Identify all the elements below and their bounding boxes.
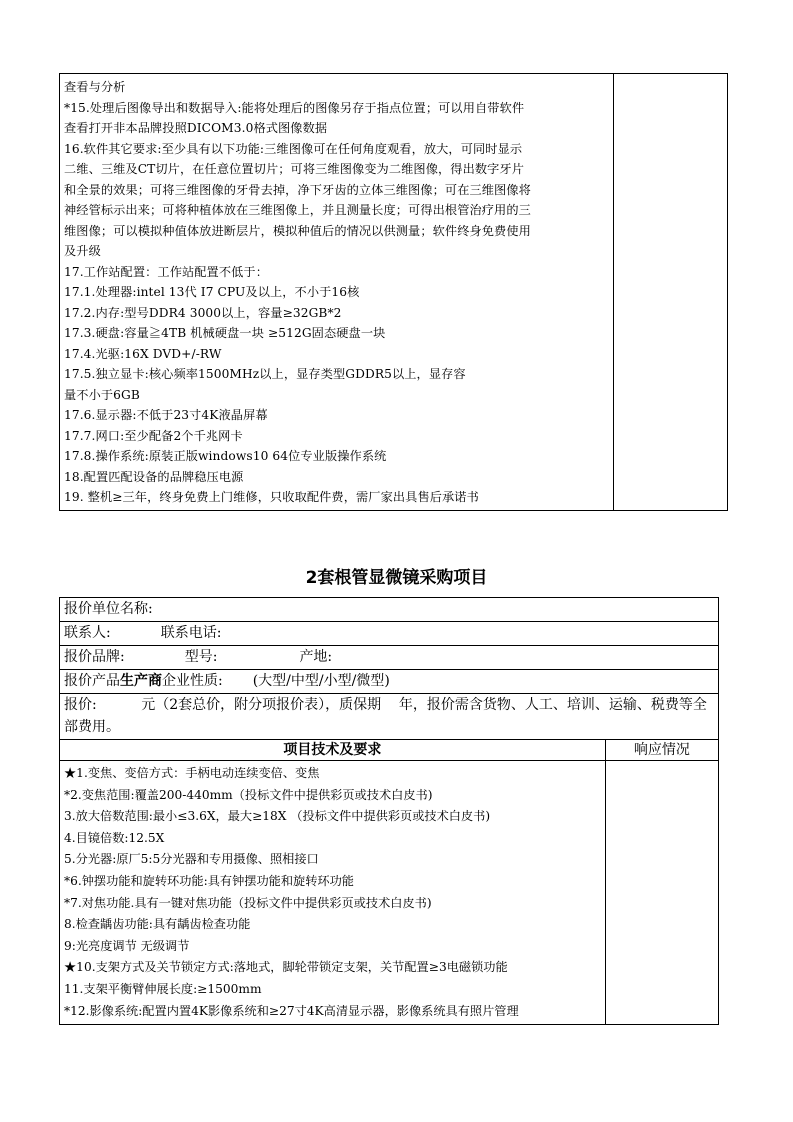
brand-label: 报价品牌:: [64, 649, 125, 665]
model-label: 型号:: [184, 649, 218, 665]
section-title: 2套根管显微镜采购项目: [305, 568, 488, 588]
spec-line: 二维、三维及CT切片，在任意位置切片；可将三维图像变为二维图像，得出数字牙片: [64, 162, 525, 176]
requirements-header: 项目技术及要求: [60, 740, 606, 761]
producer-suffix: 企业性质:: [162, 673, 223, 689]
spec-line: 17.3.硬盘:容量≧4TB 机械硬盘一块 ≥512G固态硬盘一块: [64, 326, 386, 340]
spec-line: 18.配置匹配设备的品牌稳压电源: [64, 469, 244, 484]
spec-line: 查看与分析: [64, 80, 126, 94]
spec-line: 17.6.显示器:不低于23寸4K液晶屏幕: [64, 408, 268, 422]
contact-row[interactable]: [60, 622, 719, 646]
response-cell[interactable]: [614, 74, 728, 511]
requirement-item: *6.钟摆功能和旋转环功能:具有钟摆功能和旋转环功能: [64, 873, 354, 888]
response-cell[interactable]: [605, 761, 718, 1025]
requirement-item: 3.放大倍数范围:最小≤3.6X，最大≥18X （投标文件中提供彩页或技术白皮书): [64, 809, 491, 824]
spec-line: 维图像；可以模拟种值体放进断层片，模拟种值后的情况以供测量；软件终身免费使用: [64, 223, 531, 238]
spec-line: 19. 整机≥三年，终身免费上门维修，只收取配件费，需厂家出具售后承诺书: [64, 490, 479, 504]
producer-prefix: 报价产品: [64, 673, 120, 689]
quote-row[interactable]: [60, 694, 719, 740]
requirement-item: 8.检查龋齿功能:具有龋齿检查功能: [64, 917, 251, 932]
procurement-form-table: [59, 597, 719, 1025]
requirements-cell: [60, 74, 614, 511]
spec-line: 17.4.光驱:16X DVD+/-RW: [64, 346, 222, 361]
quote-text: 报价: 元（2套总价，附分项报价表），质保期 年，报价需含货物、人工、培训、运输、税费等全部费用。: [64, 697, 707, 735]
requirement-item: 11.支架平衡臂伸展长度:≥1500mm: [64, 981, 262, 996]
requirement-item: 5.分光器:原厂5:5分光器和专用摄像、照相接口: [64, 852, 319, 867]
quote-unit-label: 报价单位名称:: [64, 601, 153, 617]
spec-line: 17.7.网口:至少配备2个千兆网卡: [64, 428, 243, 443]
phone-label: 联系电话:: [160, 625, 222, 641]
requirement-item: *2.变焦范围:覆盖200-440mm（投标文件中提供彩页或技术白皮书): [64, 787, 433, 802]
spec-line: 17.2.内存:型号DDR4 3000以上，容量≥32GB*2: [64, 305, 342, 320]
requirement-item: *12.影像系统:配置内置4K影像系统和≥27寸4K高清显示器，影像系统具有照片管理: [64, 1003, 519, 1018]
spec-table-continuation: [59, 73, 728, 511]
requirement-item: *7.对焦功能.具有一键对焦功能（投标文件中提供彩页或技术白皮书): [64, 895, 432, 910]
requirements-list: [60, 761, 606, 1025]
producer-options: (大型/中型/小型/微型): [252, 673, 390, 689]
response-header: 响应情况: [605, 740, 718, 761]
spec-line: 17.工作站配置：工作站配置不低于：: [64, 264, 268, 279]
requirement-item: ★10.支架方式及关节锁定方式:落地式，脚轮带锁定支架，关节配置≥3电磁锁功能: [64, 960, 508, 975]
spec-line: *15.处理后图像导出和数据导入:能将处理后的图像另存于指点位置；可以用自带软件: [64, 100, 525, 115]
requirement-item: ★1.变焦、变倍方式：手柄电动连续变倍、变焦: [64, 766, 320, 780]
producer-row[interactable]: [60, 670, 719, 694]
spec-line: 和全景的效果；可将三维图像的牙骨去掉，净下牙齿的立体三维图像；可在三维图像将: [64, 182, 531, 197]
producer-bold: 生产商: [120, 673, 162, 689]
brand-row[interactable]: [60, 646, 719, 670]
contact-label: 联系人:: [64, 625, 111, 641]
requirement-item: 9:光亮度调节 无级调节: [64, 938, 190, 953]
origin-label: 产地:: [299, 649, 333, 665]
quote-unit-row[interactable]: [60, 598, 719, 622]
spec-line: 及升级: [64, 244, 101, 258]
requirement-item: 4.目镜倍数:12.5X: [64, 830, 165, 845]
spec-line: 量不小于6GB: [64, 387, 140, 402]
spec-line: 查看打开非本品牌投照DICOM3.0格式图像数据: [64, 121, 328, 135]
spec-line: 16.软件其它要求:至少具有以下功能:三维图像可在任何角度观看，放大，可同时显示: [64, 141, 523, 156]
spec-line: 17.1.处理器:intel 13代 I7 CPU及以上，不小于16核: [64, 285, 360, 299]
spec-line: 17.5.独立显卡:核心频率1500MHz以上，显存类型GDDR5以上，显存容: [64, 367, 466, 381]
spec-line: 17.8.操作系统:原装正版windows10 64位专业版操作系统: [64, 449, 387, 463]
spec-line: 神经管标示出来；可将种植体放在三维图像上，并且测量长度；可得出根管治疗用的三: [64, 203, 531, 217]
